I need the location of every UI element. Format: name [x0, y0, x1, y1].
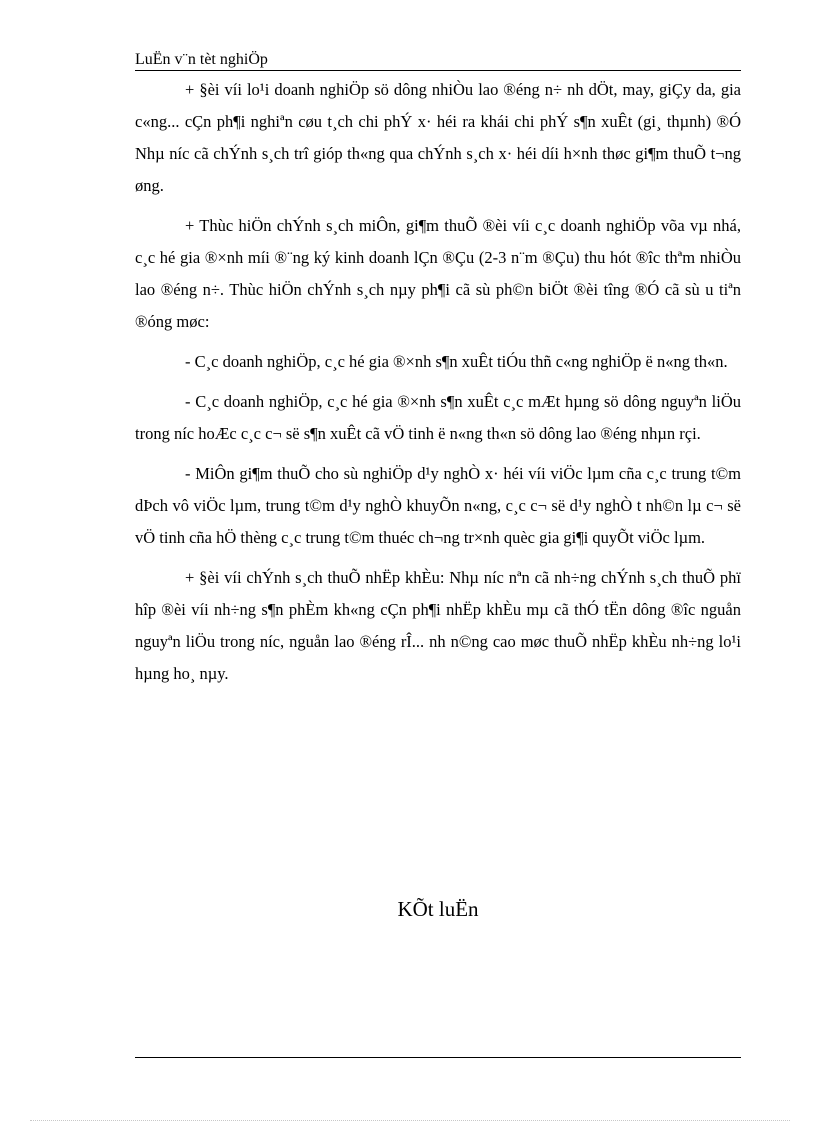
- footer-divider: [135, 1057, 741, 1058]
- paragraph-import-tax-policy: + §èi víi chÝnh s¸ch thuÕ nhËp khÈu: Nhµ níc nªn cã nh÷ng chÝnh s¸ch thuÕ phï hîp ®èi víi nh÷ng s¶n phÈm kh«ng cÇn ph¶i nhËp khÈu mµ cã thÓ tËn dông ®îc nguån nguyªn liÖu trong níc, nguån lao ®éng rÎ... nh n©ng cao møc thuÕ nhËp khÈu nh÷ng lo¹i hµng ho¸ nµy.: [135, 568, 741, 683]
- conclusion-heading: KÕt luËn: [397, 897, 479, 921]
- running-header: LuËn v¨n tèt nghiÖp: [135, 50, 741, 71]
- body-text: [135, 74, 741, 698]
- paragraph-vocational-training: - MiÔn gi¶m thuÕ cho sù nghiÖp d¹y nghÒ x· héi víi viÖc lµm cña c¸c trung t©m dÞch vô viÖc lµm, trung t©m d¹y nghÒ khuyÕn n«ng, c¸c c¬ së d¹y nghÒ t nh©n lµ c¬ së vÖ tinh cña hÖ thèng c¸c trung t©m thuéc ch¬ng tr×nh quèc gia gi¶i quyÕt viÖc lµm.: [135, 464, 741, 547]
- page-edge-divider: [30, 1120, 790, 1121]
- paragraph-female-labor-enterprises: + §èi víi lo¹i doanh nghiÖp sö dông nhiÒu lao ®éng n÷ nh dÖt, may, giÇy da, gia c«ng... cÇn ph¶i nghiªn cøu t¸ch chi phÝ x· héi ra khái chi phÝ s¶n xuÊt (gi¸ thµnh) ®Ó Nhµ níc cã chÝnh s¸ch trî gióp th«ng qua chÝnh s¸ch x· héi díi h×nh thøc gi¶m thuÕ t¬ng øng.: [135, 80, 741, 195]
- paragraph-rural-handicraft: - C¸c doanh nghiÖp, c¸c hé gia ®×nh s¶n xuÊt tiÓu thñ c«ng nghiÖp ë n«ng th«n.: [185, 352, 728, 371]
- paragraph-domestic-materials: - C¸c doanh nghiÖp, c¸c hé gia ®×nh s¶n xuÊt c¸c mÆt hµng sö dông nguyªn liÖu trong níc hoÆc c¸c c¬ së s¶n xuÊt cã vÖ tinh ë n«ng th«n sö dông lao ®éng nhµn rçi.: [135, 392, 741, 443]
- paragraph-tax-exemption-policy: + Thùc hiÖn chÝnh s¸ch miÔn, gi¶m thuÕ ®èi víi c¸c doanh nghiÖp võa vµ nhá, c¸c hé gia ®×nh míi ®¨ng ký kinh doanh lÇn ®Çu (2-3 n¨m ®Çu) thu hót ®îc thªm nhiÒu lao ®éng n÷. Thùc hiÖn chÝnh s¸ch nµy ph¶i cã sù ph©n biÖt ®èi tîng ®Ó cã sù u tiªn ®óng møc:: [135, 216, 741, 331]
